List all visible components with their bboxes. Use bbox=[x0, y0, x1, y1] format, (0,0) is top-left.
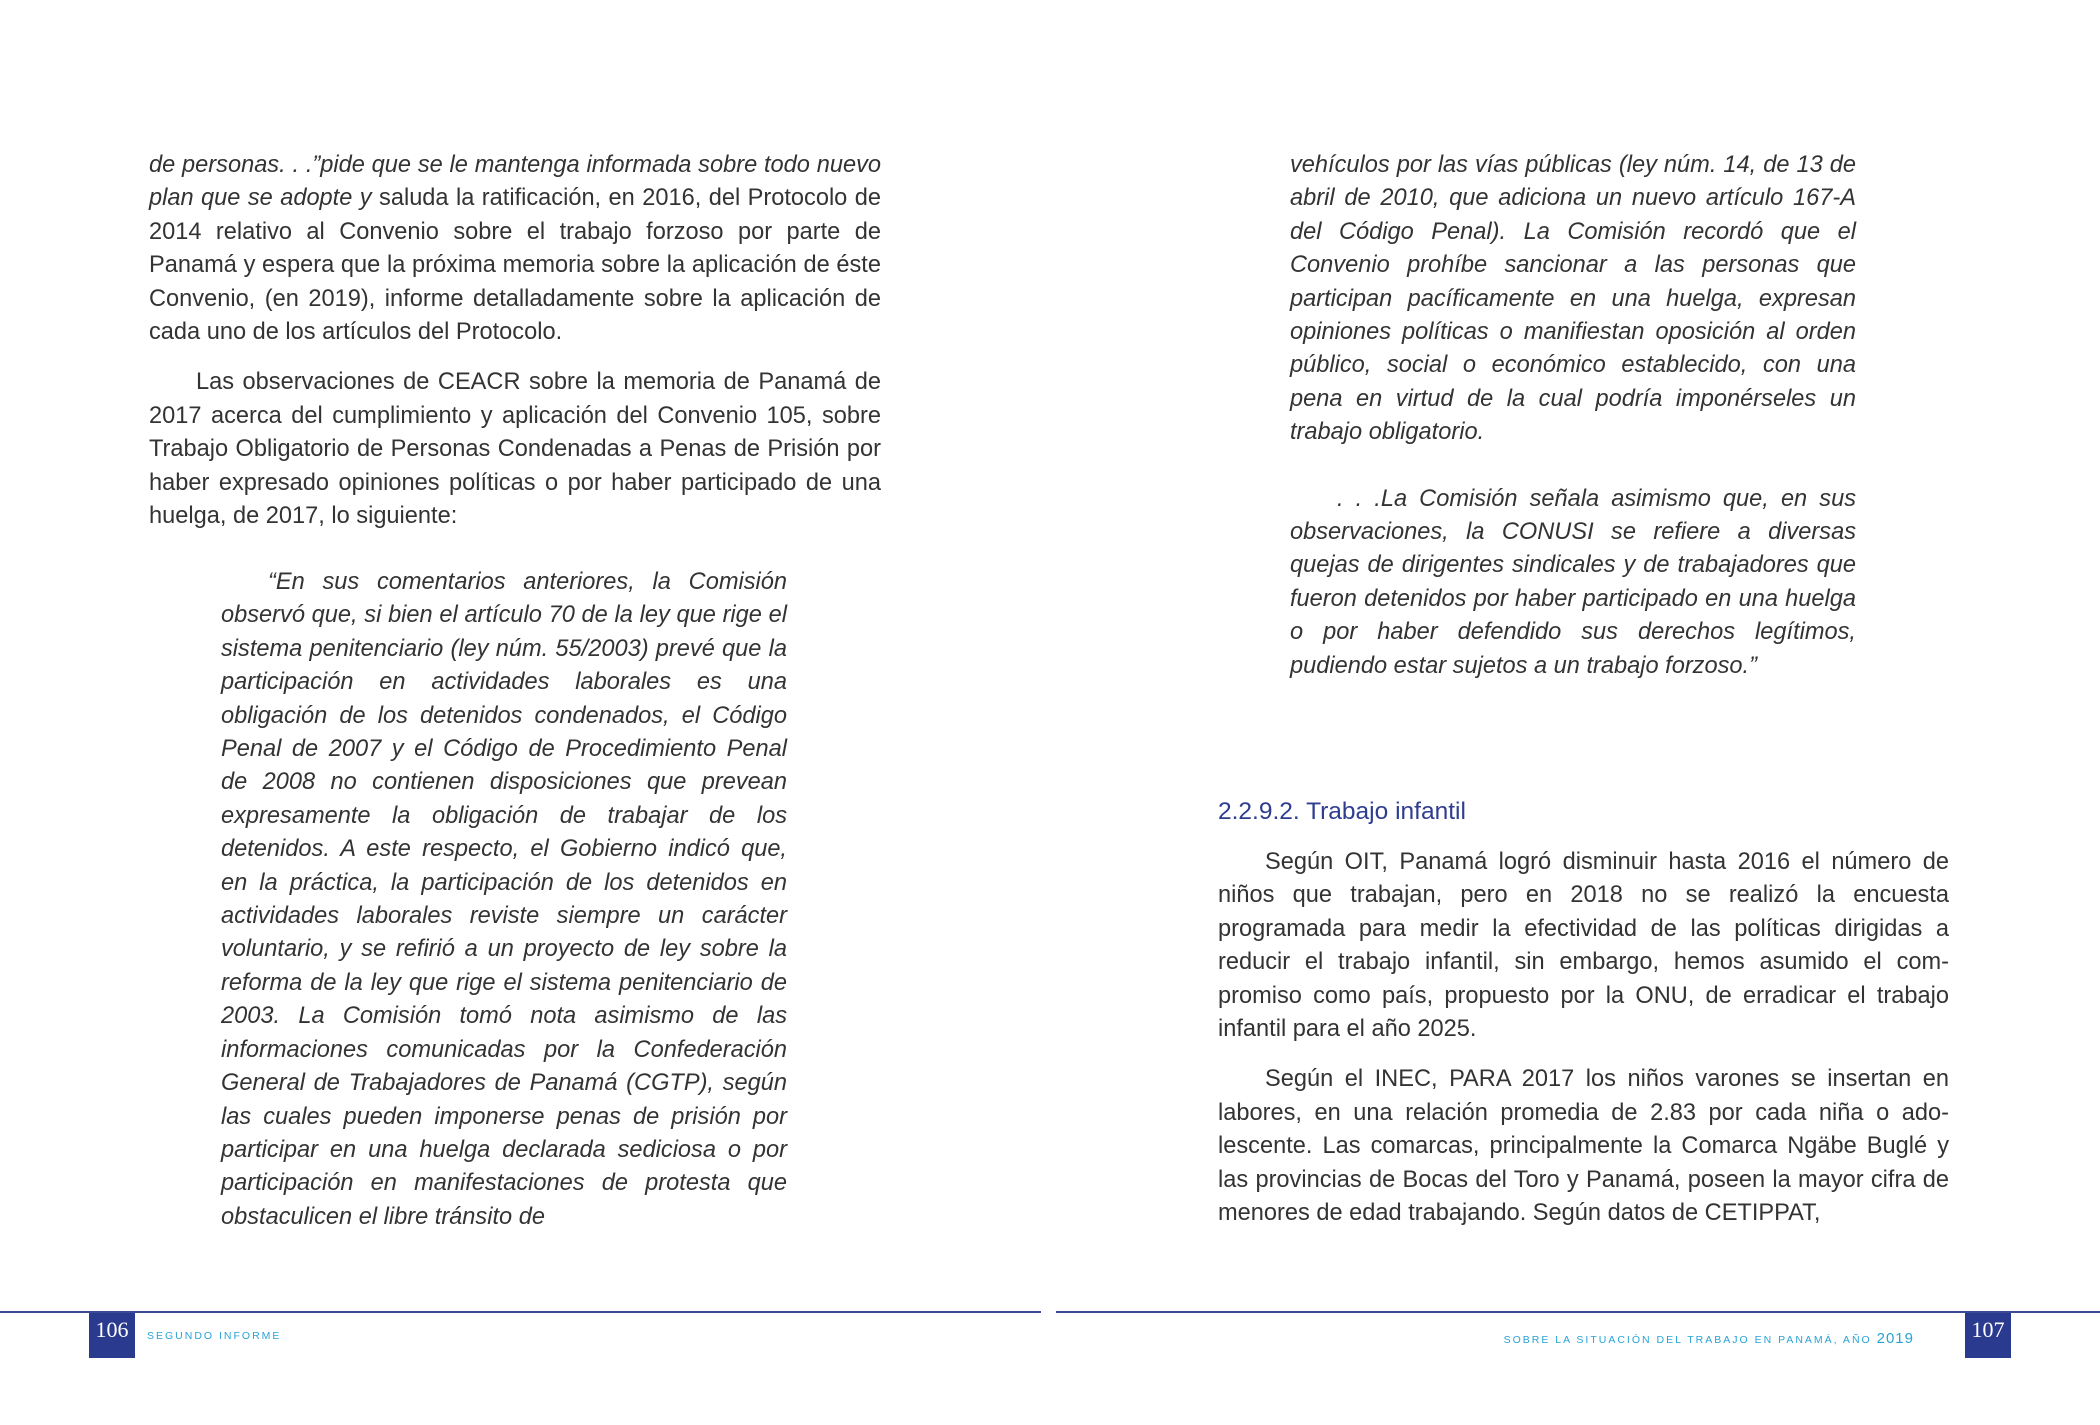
footer-rule-left bbox=[0, 1311, 1041, 1313]
left-quote-text: “En sus comentarios anteriores, la Comisión observó que, si bien el artículo 70 de la ley que rige el sistema penitenciario (ley núm. 55/2003) prevé que la participación en actividades laborales es una obligación de los detenidos condenados, el Código Penal de 2007 y el Código de Procedimiento Penal de 2008 no contienen disposiciones que prevean expresamente la obligación de trabajar de los detenidos. A este respecto, el Gobierno indicó que, en la práctica, la participación de los detenidos en actividades laborales reviste siempre un carácter voluntario, y se refirió a un proyecto de ley sobre la reforma de la ley que rige el sistema penitenciario de 2003. La Comisión tomó nota asimismo de las informaciones comunicadas por la Confederación General de Trabajadores de Panamá (CGTP), según las cuales pueden imponerse penas de prisión por participar en una huelga declarada sediciosa o por participación en manifestaciones de protesta que obstaculicen el libre tránsito de bbox=[221, 569, 787, 1230]
page-number-left: 106 bbox=[89, 1313, 135, 1358]
left-paragraph-1-rest: saluda la ratificación, en 2016, del Protocolo de 2014 relativo al Convenio sobre el trabajo forzoso por parte de Panamá y espera que la próxima memoria sobre la aplicación de éste Convenio, (en 2019), informe detalladamente sobre la aplicación de cada uno de los artículos del Protocolo. bbox=[149, 185, 881, 346]
running-head-right-text: SOBRE LA SITUACIÓN DEL TRABAJO EN PANAMÁ, AÑO bbox=[1503, 1334, 1872, 1346]
section-heading: 2.2.9.2. Trabajo infantil bbox=[1218, 798, 1466, 825]
right-quote-paragraph-2: . . .La Comisión señala asimismo que, en sus observaciones, la CONUSI se refiere a diversas quejas de dirigentes sindicales y de trabajadores que fueron detenidos por haber participado en una huelga o por haber defendido sus derechos legítimos, pudiendo estar sujetos a un trabajo forzoso.” bbox=[1290, 485, 1856, 679]
page-number-right: 107 bbox=[1965, 1313, 2011, 1358]
running-head-right bbox=[1504, 1330, 1914, 1347]
right-paragraph-1: Según OIT, Panamá logró disminuir hasta 2016 el número de niños que trabajan, pero en 2018 no se realizó la encuesta programada para medir la efectividad de las políticas dirigidas a reducir el trabajo infantil, sin embargo, hemos asumido el compromiso como país, propuesto por la ONU, de erradicar el trabajo infantil para el año 2025. bbox=[1218, 849, 1949, 1043]
left-blockquote bbox=[221, 566, 787, 1234]
running-head-year: 2019 bbox=[1876, 1330, 1914, 1347]
footer-rule-right bbox=[1056, 1311, 2100, 1313]
right-body-text bbox=[1218, 846, 1949, 1230]
right-paragraph-2: Según el INEC, PARA 2017 los niños varones se insertan en labores, en una relación promedia de 2.83 por cada niña o adolescente. Las comarcas, principalmente la Comarca Ngäbe Buglé y las provincias de Bocas del Toro y Panamá, poseen la mayor cifra de menores de edad trabajando. Según datos de CETIPPAT, bbox=[1218, 1066, 1949, 1227]
right-blockquote bbox=[1290, 149, 1856, 683]
left-paragraph-1 bbox=[149, 149, 881, 349]
right-quote-paragraph-1: vehículos por las vías públicas (ley núm. 14, de 13 de abril de 2010, que adiciona un nuevo artículo 167-A del Código Penal). La Comisión recordó que el Convenio prohíbe sancionar a las personas que participan pacíficamente en una huelga, expresan opiniones políticas o manifiestan oposición al orden público, social o económico establecido, con una pena en virtud de la cual podría imponérseles un trabajo obligatorio. bbox=[1290, 152, 1856, 446]
left-body-text bbox=[149, 149, 881, 533]
running-head-left: SEGUNDO INFORME bbox=[147, 1330, 282, 1342]
left-paragraph-1-italic: de personas. . .”pide que se le mantenga informada sobre todo nuevo plan que se adopte y bbox=[149, 152, 881, 212]
left-paragraph-2: Las observaciones de CEACR sobre la memoria de Panamá de 2017 acerca del cumplimiento y aplicación del Convenio 105, sobre Trabajo Obligatorio de Personas Condenadas a Penas de Prisión por haber expresado opiniones políticas o por haber participado de una huelga, de 2017, lo siguiente: bbox=[149, 369, 881, 530]
